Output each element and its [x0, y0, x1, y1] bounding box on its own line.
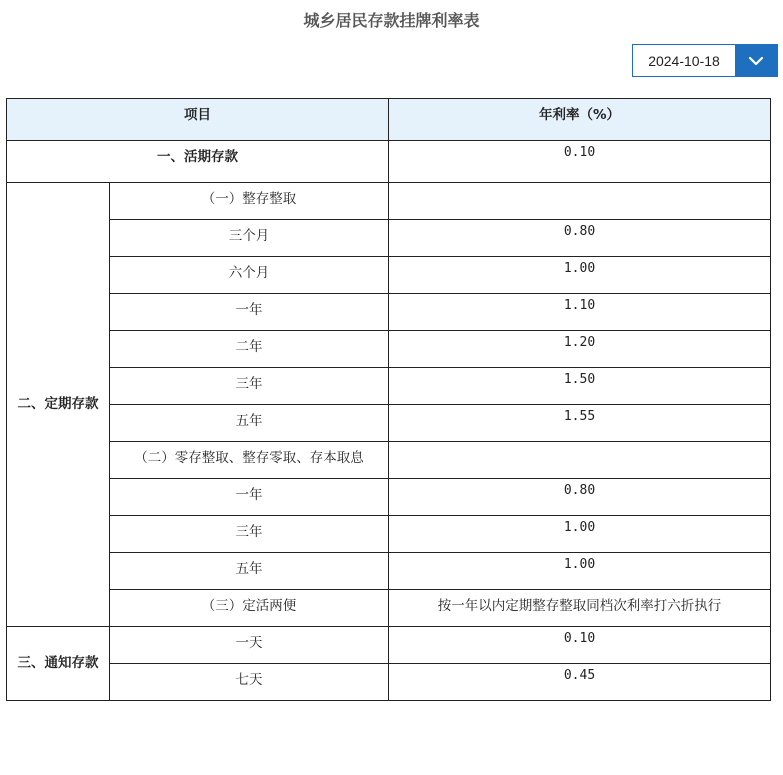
section-label: （一）整存整取	[110, 183, 389, 220]
term-label: 三年	[110, 516, 389, 553]
term-rate: 1.50	[389, 368, 771, 405]
table-row	[7, 627, 771, 664]
term-label: 一天	[110, 627, 389, 664]
term-rate: 1.10	[389, 294, 771, 331]
table-row	[7, 368, 771, 405]
section-rate: 按一年以内定期整存整取同档次利率打六折执行	[389, 590, 771, 627]
fixed-deposit-group-label: 二、定期存款	[7, 183, 110, 627]
chevron-down-icon	[748, 56, 764, 66]
table-row	[7, 220, 771, 257]
table-row	[7, 590, 771, 627]
rate-table	[6, 98, 771, 701]
term-rate: 1.55	[389, 405, 771, 442]
page-title: 城乡居民存款挂牌利率表	[303, 11, 480, 30]
table-row	[7, 405, 771, 442]
section-label: （三）定活两便	[110, 590, 389, 627]
table-row	[7, 516, 771, 553]
term-rate: 1.00	[389, 553, 771, 590]
demand-deposit-label: 一、活期存款	[7, 141, 389, 183]
date-select[interactable]	[632, 44, 778, 77]
term-label: 六个月	[110, 257, 389, 294]
table-header-row	[7, 99, 771, 141]
term-rate: 1.00	[389, 257, 771, 294]
section-rate	[389, 442, 771, 479]
table-row	[7, 141, 771, 183]
notice-deposit-group-label: 三、通知存款	[7, 627, 110, 701]
table-row	[7, 442, 771, 479]
term-label: 五年	[110, 553, 389, 590]
date-dropdown-button[interactable]	[735, 45, 777, 76]
term-rate: 1.00	[389, 516, 771, 553]
term-rate: 0.80	[389, 479, 771, 516]
term-label: 五年	[110, 405, 389, 442]
table-row	[7, 183, 771, 220]
term-label: 一年	[110, 479, 389, 516]
term-rate: 0.45	[389, 664, 771, 701]
term-label: 二年	[110, 331, 389, 368]
term-label: 七天	[110, 664, 389, 701]
table-row	[7, 479, 771, 516]
term-rate: 0.10	[389, 627, 771, 664]
table-row	[7, 331, 771, 368]
table-row	[7, 553, 771, 590]
section-label: （二）零存整取、整存零取、存本取息	[110, 442, 389, 479]
term-label: 三个月	[110, 220, 389, 257]
section-rate	[389, 183, 771, 220]
header-item: 项目	[7, 99, 389, 141]
table-row	[7, 257, 771, 294]
table-row	[7, 664, 771, 701]
demand-deposit-rate: 0.10	[389, 141, 771, 183]
term-rate: 1.20	[389, 331, 771, 368]
table-row	[7, 294, 771, 331]
term-rate: 0.80	[389, 220, 771, 257]
term-label: 三年	[110, 368, 389, 405]
date-select-value[interactable]: 2024-10-18	[648, 52, 720, 69]
header-rate: 年利率（%）	[389, 99, 771, 141]
term-label: 一年	[110, 294, 389, 331]
